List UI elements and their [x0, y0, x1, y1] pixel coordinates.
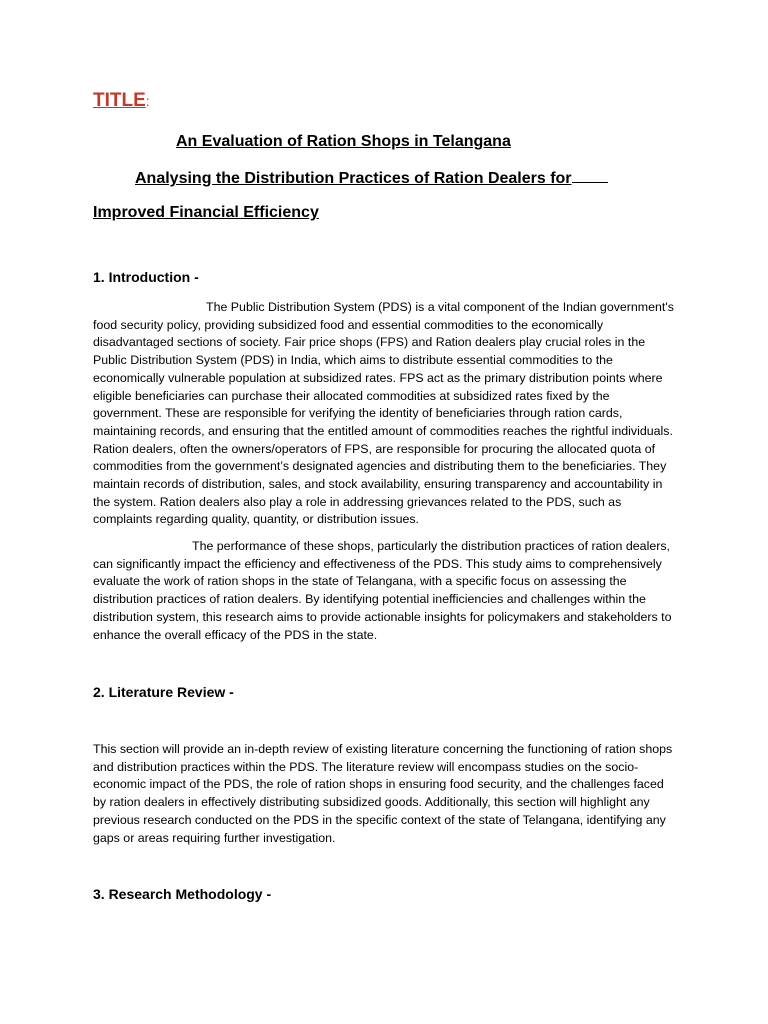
- introduction-paragraph-1: The Public Distribution System (PDS) is a vital component of the Indian government's food security policy, providing subsidized food and essential commodities to the economically disadvantaged sections of society. Fair price shops (FPS) and Ration dealers play crucial roles in the Public Distribution System (PDS) in India, which aims to distribute essential commodities to the economically vulnerable population at subsidized rates. FPS act as the primary distribution points where eligible beneficiaries can purchase their allocated commodities at subsidized rates fixed by the government. These are responsible for verifying the identity of beneficiaries through ration cards, maintaining records, and ensuring that the entitled amount of commodities reaches the rightful individuals. Ration dealers, often the owners/operators of FPS, are responsible for procuring the allocated quota of commodities from the government’s designated agencies and distributing them to the beneficiaries. They maintain records of distribution, sales, and stock availability, ensuring transparency and accountability in the system. Ration dealers also play a role in addressing grievances related to the PDS, such as complaints regarding quality, quantity, or distribution issues.: [93, 300, 674, 527]
- title-underline-trail: [572, 168, 608, 183]
- title-line-2-text: Analysing the Distribution Practices of Ration Dealers for: [135, 170, 572, 187]
- title-label-text: TITLE: [93, 90, 146, 111]
- title-line-2: [135, 168, 608, 188]
- title-line-1: An Evaluation of Ration Shops in Telangana: [176, 133, 511, 150]
- section-heading-literature-review: 2. Literature Review -: [93, 684, 234, 700]
- section-heading-research-methodology: 3. Research Methodology -: [93, 886, 272, 902]
- literature-review-paragraph: This section will provide an in-depth review of existing literature concerning the functioning of ration shops and distribution practices within the PDS. The literature review will encompass studies on the socio-economic impact of the PDS, the role of ration shops in ensuring food security, and the challenges faced by ration dealers in effectively distributing subsidized goods. Additionally, this section will highlight any previous research conducted on the PDS in the specific context of the state of Telangana, identifying any gaps or areas requiring further investigation.: [93, 742, 673, 845]
- title-colon: :: [145, 93, 150, 109]
- section-heading-introduction: 1. Introduction -: [93, 269, 199, 285]
- introduction-paragraph-2: The performance of these shops, particularly the distribution practices of ration dealers, can significantly impact the efficiency and effectiveness of the PDS. This study aims to comprehensively evaluate the work of ration shops in the state of Telangana, with a specific focus on assessing the distribution practices of ration dealers. By identifying potential inefficiencies and challenges within the distribution system, this research aims to provide actionable insights for policymakers and stakeholders to enhance the overall efficacy of the PDS in the state.: [93, 539, 672, 642]
- title-label: [93, 90, 150, 112]
- title-line-3: Improved Financial Efficiency: [93, 204, 319, 221]
